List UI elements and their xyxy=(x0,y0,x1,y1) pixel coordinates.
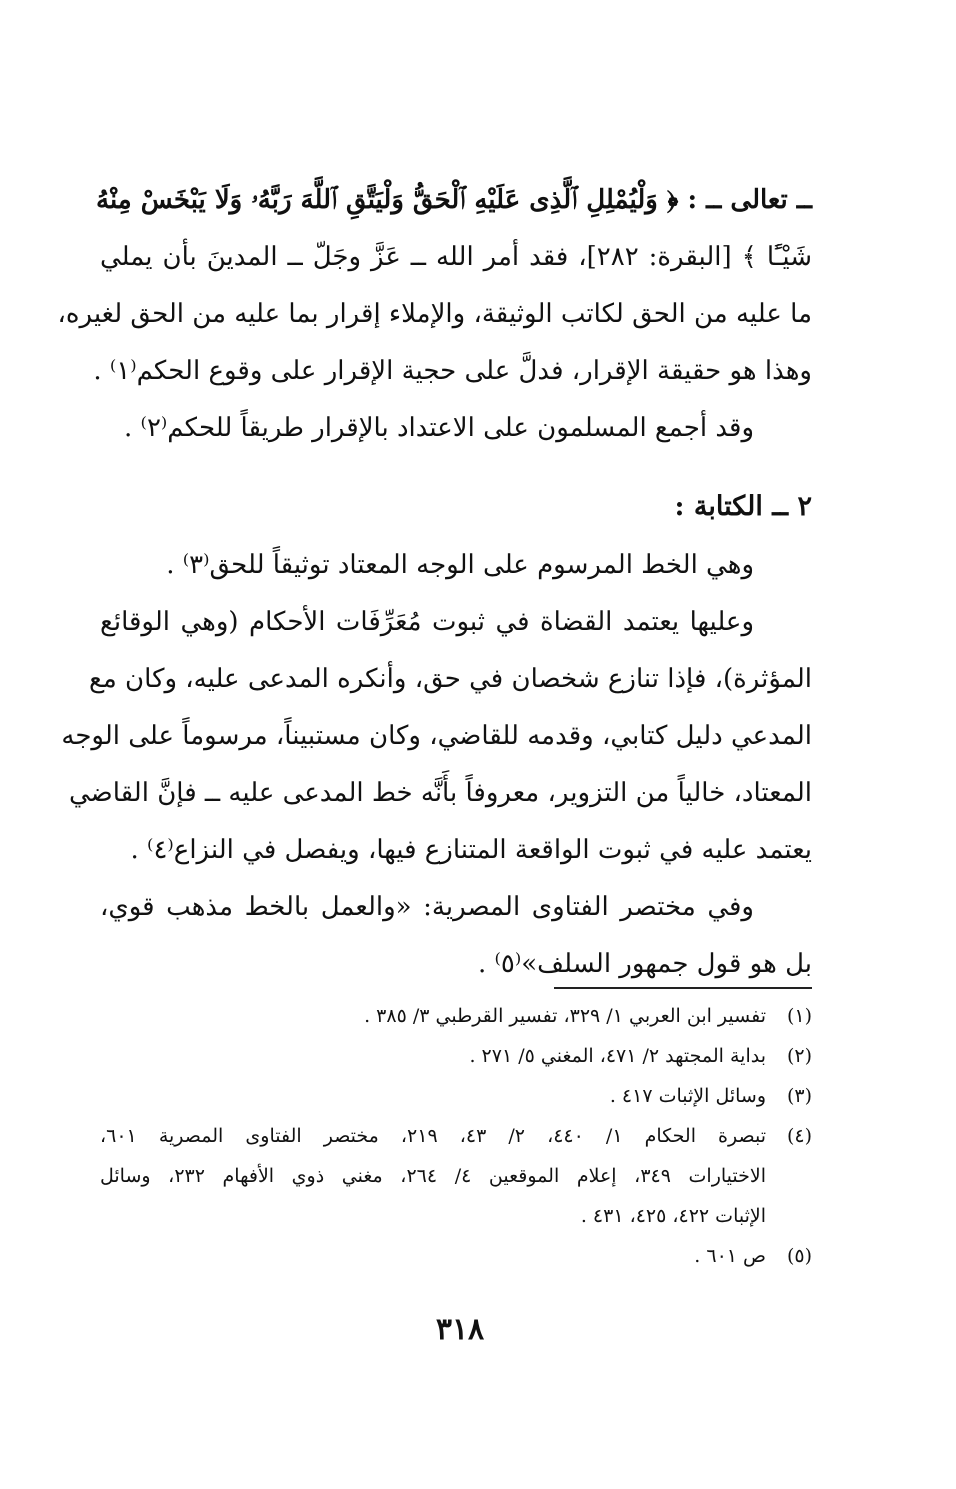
footnote-text: بداية المجتهد ٢/ ٤٧١، المغني ٥/ ٢٧١ . xyxy=(469,1045,766,1067)
footnote-5 xyxy=(100,1236,812,1276)
footnote-4 xyxy=(100,1116,812,1236)
footnote-text: الاختيارات ٣٤٩، إعلام الموقعين ٤/ ٢٦٤، مغني ذوي الأفهام ٢٣٢، وسائل xyxy=(100,1165,767,1187)
paragraph-line: وهذا هو حقيقة الإقرار، فدلَّ على حجية الإقرار على وقوع الحكم⁽١⁾ . xyxy=(93,356,812,386)
footnote-text: الإثبات ٤٢٢، ٤٢٥، ٤٣١ . xyxy=(580,1205,766,1227)
footnote-text: وسائل الإثبات ٤١٧ . xyxy=(609,1085,766,1107)
paragraph-line: ما عليه من الحق لكاتب الوثيقة، والإملاء إقرار بما عليه من الحق لغيره، xyxy=(57,299,812,329)
paragraph-line: بل هو قول جمهور السلف»⁽٥⁾ . xyxy=(478,949,812,979)
footnote-number: (٣) xyxy=(786,1085,812,1107)
footnote-1 xyxy=(100,996,812,1036)
footnote-text: تبصرة الحكام ١/ ٤٤٠، ٢/ ٤٣، ٢١٩، مختصر الفتاوى المصرية ٦٠١، xyxy=(100,1125,766,1147)
footnote-number: (٥) xyxy=(786,1245,812,1267)
footnote-3 xyxy=(100,1076,812,1116)
section-heading: ٢ ــ الكتابة : xyxy=(674,491,812,522)
paragraph-line: شَيْـًٔا ﴾ [البقرة: ٢٨٢]، فقد أمر الله ــ عَزَّ وجَلّ ــ المدينَ بأن يملي xyxy=(100,242,812,272)
footnote-number: (٢) xyxy=(786,1045,812,1067)
paragraph-line: وقد أجمع المسلمون على الاعتداد بالإقرار طريقاً للحكم⁽٢⁾ . xyxy=(124,413,754,443)
footnotes xyxy=(100,996,812,1276)
paragraph-line: وعليها يعتمد القضاة في ثبوت مُعَرِّفَات الأحكام (وهي الوقائع xyxy=(100,607,754,637)
footnote-number: (٤) xyxy=(786,1125,812,1147)
paragraph-line: وهي الخط المرسوم على الوجه المعتاد توثيقاً للحق⁽٣⁾ . xyxy=(166,550,754,580)
paragraph-line: المؤثرة)، فإذا تنازع شخصان في حق، وأنكره المدعى عليه، وكان مع xyxy=(89,664,812,694)
footnote-2 xyxy=(100,1036,812,1076)
footnote-text: ص ٦٠١ . xyxy=(694,1245,766,1267)
paragraph-line: وفي مختصر الفتاوى المصرية: «والعمل بالخط مذهب قوي، xyxy=(100,892,754,922)
footnote-text: تفسير ابن العربي ١/ ٣٢٩، تفسير القرطبي ٣/ ٣٨٥ . xyxy=(364,1005,766,1027)
page-number: ٣١٨ xyxy=(435,1312,485,1347)
footnote-number: (١) xyxy=(786,1005,812,1027)
quran-verse-line: ــ تعالى ــ : ﴿ وَلْيُمْلِلِ ٱلَّذِى عَلَيْهِ ٱلْحَقُّ وَلْيَتَّقِ ٱللَّهَ رَبَّهُۥ وَلَا يَبْخَسْ مِنْهُ xyxy=(96,185,812,215)
paragraph-line: يعتمد عليه في ثبوت الواقعة المتنازع فيها، ويفصل في النزاع⁽٤⁾ . xyxy=(130,835,812,865)
paragraph-line: المعتاد، خالياً من التزوير، معروفاً بأَنَّه خط المدعى عليه ــ فإنَّ القاضي xyxy=(68,778,812,808)
paragraph-line: المدعي دليل كتابي، وقدمه للقاضي، وكان مستبيناً، مرسوماً على الوجه xyxy=(61,721,812,751)
main-text xyxy=(57,172,812,993)
footnote-separator xyxy=(554,987,812,989)
